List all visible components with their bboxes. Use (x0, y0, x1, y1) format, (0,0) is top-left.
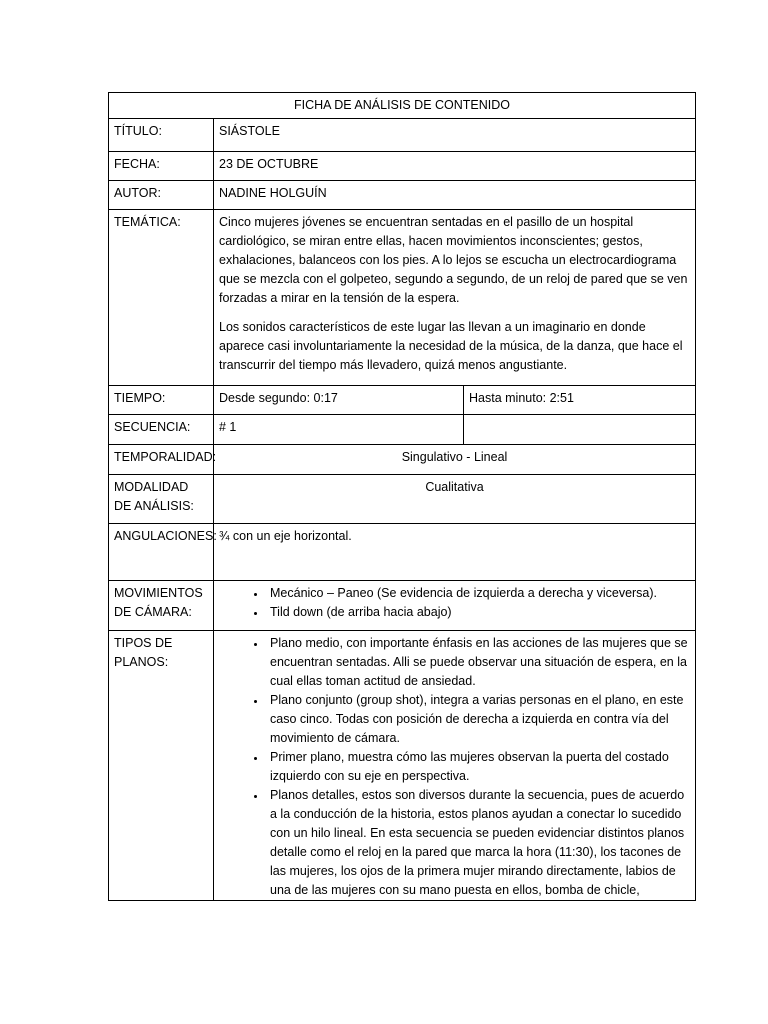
angulaciones-value: ¾ con un eje horizontal. (214, 524, 696, 581)
movimientos-list (219, 584, 690, 622)
planos-value (214, 631, 696, 901)
titulo-label: TÍTULO: (109, 119, 214, 152)
planos-list (219, 634, 690, 900)
row-secuencia (109, 415, 696, 445)
temporalidad-value: Singulativo - Lineal (214, 445, 696, 475)
row-planos (109, 631, 696, 901)
row-autor (109, 181, 696, 210)
row-angulaciones (109, 524, 696, 581)
modalidad-label: MODALIDAD DE ANÁLISIS: (109, 475, 214, 524)
row-titulo (109, 119, 696, 152)
titulo-value: SIÁSTOLE (214, 119, 696, 152)
tiempo-label: TIEMPO: (109, 386, 214, 415)
angulaciones-label: ANGULACIONES: (109, 524, 214, 581)
list-item: • Tild down (de arriba hacia abajo) (266, 603, 690, 622)
row-tiempo (109, 386, 696, 415)
tiempo-hasta: Hasta minuto: 2:51 (464, 386, 696, 415)
secuencia-empty (464, 415, 696, 445)
list-item: • Plano medio, con importante énfasis en las acciones de las mujeres que se encuentran sentadas. Alli se puede observar una situación de espera, en la cual ellas toman actitud de ansiedad. (266, 634, 690, 691)
modalidad-value: Cualitativa (214, 475, 696, 524)
fecha-value: 23 DE OCTUBRE (214, 152, 696, 181)
planos-label: TIPOS DE PLANOS: (109, 631, 214, 901)
tiempo-desde: Desde segundo: 0:17 (214, 386, 464, 415)
row-modalidad (109, 475, 696, 524)
analysis-sheet-table (108, 92, 696, 901)
list-item: • Planos detalles, estos son diversos durante la secuencia, pues de acuerdo a la conducción de la historia, estos planos ayudan a conectar lo sucedido con un hilo lineal. En esta secuencia se pueden evidenciar distintos planos detalle como el reloj en la pared que marca la hora (11:30), los tacones de las mujeres, los ojos de la primera mujer mirando directamente, labios de una de las mujeres con su mano puesta en ellos, bomba de chicle, (266, 786, 690, 900)
sheet-title: FICHA DE ANÁLISIS DE CONTENIDO (109, 93, 696, 119)
list-item: • Primer plano, muestra cómo las mujeres observan la puerta del costado izquierdo con su eje en perspectiva. (266, 748, 690, 786)
movimientos-label: MOVIMIENTOS DE CÁMARA: (109, 581, 214, 631)
row-temporalidad (109, 445, 696, 475)
secuencia-value: # 1 (214, 415, 464, 445)
list-item: • Mecánico – Paneo (Se evidencia de izquierda a derecha y viceversa). (266, 584, 690, 603)
fecha-label: FECHA: (109, 152, 214, 181)
secuencia-label: SECUENCIA: (109, 415, 214, 445)
autor-value: NADINE HOLGUÍN (214, 181, 696, 210)
tematica-paragraph: Cinco mujeres jóvenes se encuentran sentadas en el pasillo de un hospital cardiológico, se miran entre ellas, hacen movimientos inconscientes; gestos, exhalaciones, balanceos con los pies. A lo lejos se escucha un electrocardiograma que se mezcla con el golpeteo, segundo a segundo, de un reloj de pared que se ven forzadas a mirar en la tensión de la espera. (219, 215, 688, 305)
row-movimientos (109, 581, 696, 631)
autor-label: AUTOR: (109, 181, 214, 210)
row-tematica (109, 210, 696, 386)
movimientos-value (214, 581, 696, 631)
tematica-value (214, 210, 696, 386)
tematica-label: TEMÁTICA: (109, 210, 214, 386)
tematica-paragraph: Los sonidos característicos de este lugar las llevan a un imaginario en donde aparece casi involuntariamente la necesidad de la música, de la danza, que hace el transcurrir del tiempo más llevadero, quizá menos angustiante. (219, 320, 683, 372)
row-fecha (109, 152, 696, 181)
list-item: • Plano conjunto (group shot), integra a varias personas en el plano, en este caso cinco. Todas con posición de derecha a izquierda en contra vía del movimiento de cámara. (266, 691, 690, 748)
header-row (109, 93, 696, 119)
temporalidad-label: TEMPORALIDAD: (109, 445, 214, 475)
